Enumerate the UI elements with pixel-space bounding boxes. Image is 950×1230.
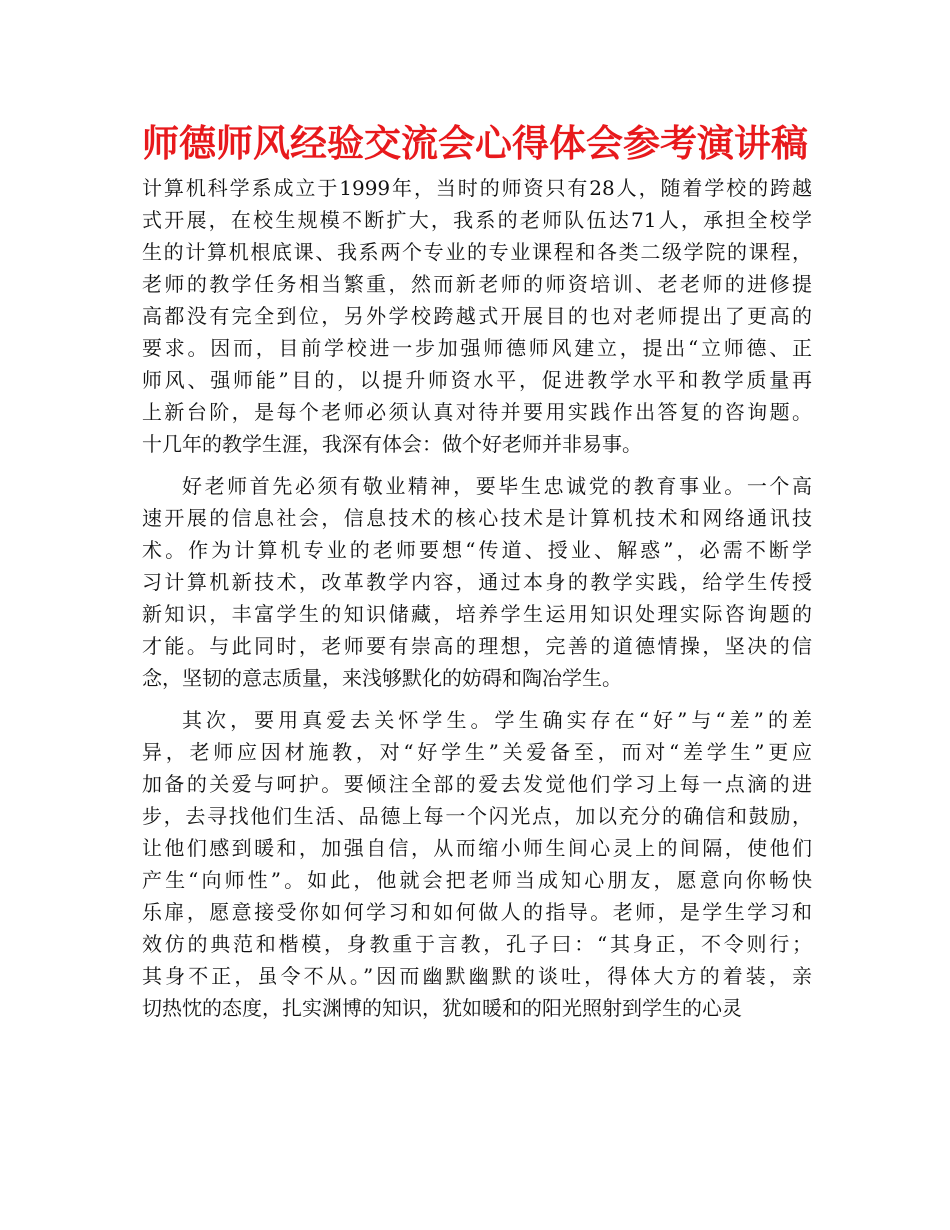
text-line: 步，去寻找他们生活、品德上每一个闪光点，加以充分的确信和鼓励， <box>142 804 812 828</box>
text-line: 念，坚韧的意志质量，来浅够默化的妨碍和陶冶学生。 <box>142 666 622 690</box>
text-line: 切热忱的态度，扎实渊博的知识，犹如暖和的阳光照射到学生的心灵 <box>142 996 742 1020</box>
text-line: 其次，要用真爱去关怀学生。学生确实存在“好”与“差”的差 <box>182 708 812 732</box>
text-line: 异，老师应因材施教，对“好学生”关爱备至，而对“差学生”更应 <box>142 740 812 764</box>
text-line: 式开展，在校生规模不断扩大，我系的老师队伍达71人，承担全校学 <box>142 208 812 232</box>
document-title: 师德师风经验交流会心得体会参考演讲稿 <box>142 122 808 165</box>
text-line: 速开展的信息社会，信息技术的核心技术是计算机技术和网络通讯技 <box>142 506 812 530</box>
paragraph-2 <box>142 470 812 694</box>
text-line: 师风、强师能”目的，以提升师资水平，促进教学水平和教学质量再 <box>142 368 812 392</box>
text-line: 乐扉，愿意接受你如何学习和如何做人的指导。老师，是学生学习和 <box>142 900 812 924</box>
text-line: 效仿的典范和楷模，身教重于言教，孔子曰：“其身正，不令则行； <box>142 932 812 956</box>
paragraph-1 <box>142 172 812 460</box>
text-line: 产生“向师性”。如此，他就会把老师当成知心朋友，愿意向你畅快 <box>142 868 812 892</box>
text-line: 习计算机新技术，改革教学内容，通过本身的教学实践，给学生传授 <box>142 570 812 594</box>
text-line: 计算机科学系成立于1999年，当时的师资只有28人，随着学校的跨越 <box>142 176 812 200</box>
text-line: 让他们感到暖和，加强自信，从而缩小师生间心灵上的间隔，使他们 <box>142 836 812 860</box>
text-line: 生的计算机根底课、我系两个专业的专业课程和各类二级学院的课程， <box>142 240 812 264</box>
text-line: 新知识，丰富学生的知识储藏，培养学生运用知识处理实际咨询题的 <box>142 602 812 626</box>
text-line: 其身不正，虽令不从。”因而幽默幽默的谈吐，得体大方的着装，亲 <box>142 964 812 988</box>
text-line: 上新台阶，是每个老师必须认真对待并要用实践作出答复的咨询题。 <box>142 400 812 424</box>
text-line: 才能。与此同时，老师要有崇高的理想，完善的道德情操，坚决的信 <box>142 634 812 658</box>
text-line: 术。作为计算机专业的老师要想“传道、授业、解惑”，必需不断学 <box>142 538 812 562</box>
text-line: 要求。因而，目前学校进一步加强师德师风建立，提出“立师德、正 <box>142 336 812 360</box>
document-body <box>142 172 812 1024</box>
text-line: 高都没有完全到位，另外学校跨越式开展目的也对老师提出了更高的 <box>142 304 812 328</box>
text-line: 好老师首先必须有敬业精神，要毕生忠诚党的教育事业。一个高 <box>182 474 812 498</box>
text-line: 老师的教学任务相当繁重，然而新老师的师资培训、老老师的进修提 <box>142 272 812 296</box>
text-line: 加备的关爱与呵护。要倾注全部的爱去发觉他们学习上每一点滴的进 <box>142 772 812 796</box>
text-line: 十几年的教学生涯，我深有体会：做个好老师并非易事。 <box>142 432 642 456</box>
paragraph-3 <box>142 704 812 1024</box>
